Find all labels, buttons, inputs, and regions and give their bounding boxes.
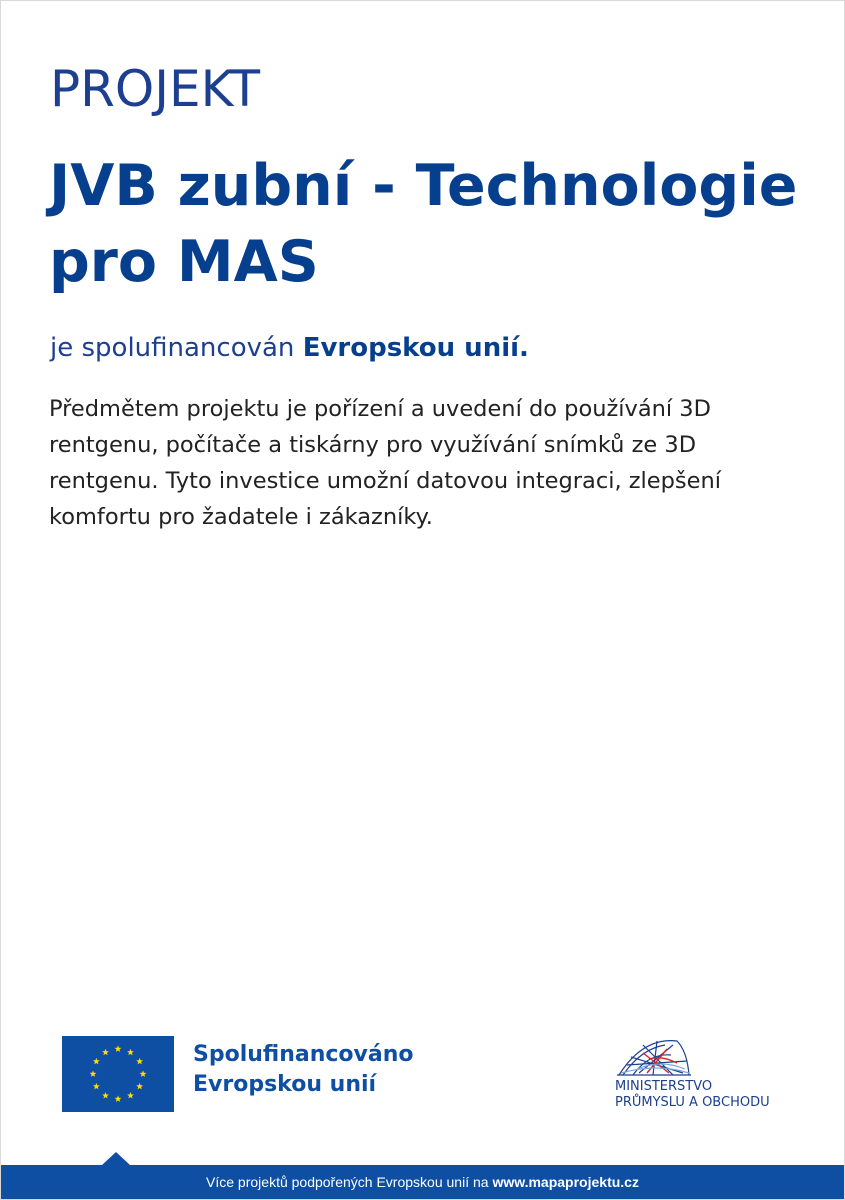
footer-notch bbox=[102, 1152, 130, 1165]
eu-star-icon bbox=[127, 1049, 134, 1056]
eu-star-icon bbox=[102, 1049, 109, 1056]
eu-star-icon bbox=[136, 1083, 143, 1090]
eu-star-icon bbox=[115, 1095, 122, 1102]
project-title: JVB zubní - Technologie pro MAS bbox=[49, 153, 798, 295]
eu-star-icon bbox=[93, 1083, 100, 1090]
cofinanced-prefix: je spolufinancován bbox=[50, 333, 295, 363]
eu-logo-line2: Evropskou unií bbox=[193, 1072, 377, 1097]
eu-star-icon bbox=[102, 1092, 109, 1099]
eu-star-icon bbox=[127, 1092, 134, 1099]
eu-cofinanced-logo-text bbox=[193, 1040, 414, 1100]
eu-star-icon bbox=[136, 1058, 143, 1065]
cofinanced-statement bbox=[50, 328, 529, 368]
eu-star-icon bbox=[90, 1070, 97, 1077]
eu-logo-line1: Spolufinancováno bbox=[193, 1042, 414, 1067]
mpo-logo-line2: PRŮMYSLU A OBCHODU bbox=[615, 1095, 770, 1110]
eu-stars-icon bbox=[62, 1036, 174, 1112]
eu-flag-logo bbox=[62, 1036, 174, 1112]
eu-star-icon bbox=[93, 1058, 100, 1065]
footer-text: Více projektů podpořených Evropskou unií na bbox=[206, 1174, 489, 1190]
footer-link[interactable]: www.mapaprojektu.cz bbox=[492, 1174, 639, 1190]
cofinanced-eu: Evropskou unií. bbox=[302, 333, 529, 363]
project-description: Předmětem projektu je pořízení a uvedení do používání 3D rentgenu, počítače a tiskárny pro využívání snímků ze 3D rentgenu. Tyto investice umožní datovou integraci, zlepšení komfortu pro žadatele i zákazníky. bbox=[49, 396, 722, 530]
project-label: PROJEKT bbox=[50, 60, 261, 118]
eu-star-icon bbox=[115, 1045, 122, 1052]
footer-bar bbox=[1, 1165, 844, 1199]
eu-star-icon bbox=[140, 1070, 147, 1077]
mpo-logo-text bbox=[615, 1079, 770, 1111]
mpo-logo-line1: MINISTERSTVO bbox=[615, 1079, 713, 1094]
